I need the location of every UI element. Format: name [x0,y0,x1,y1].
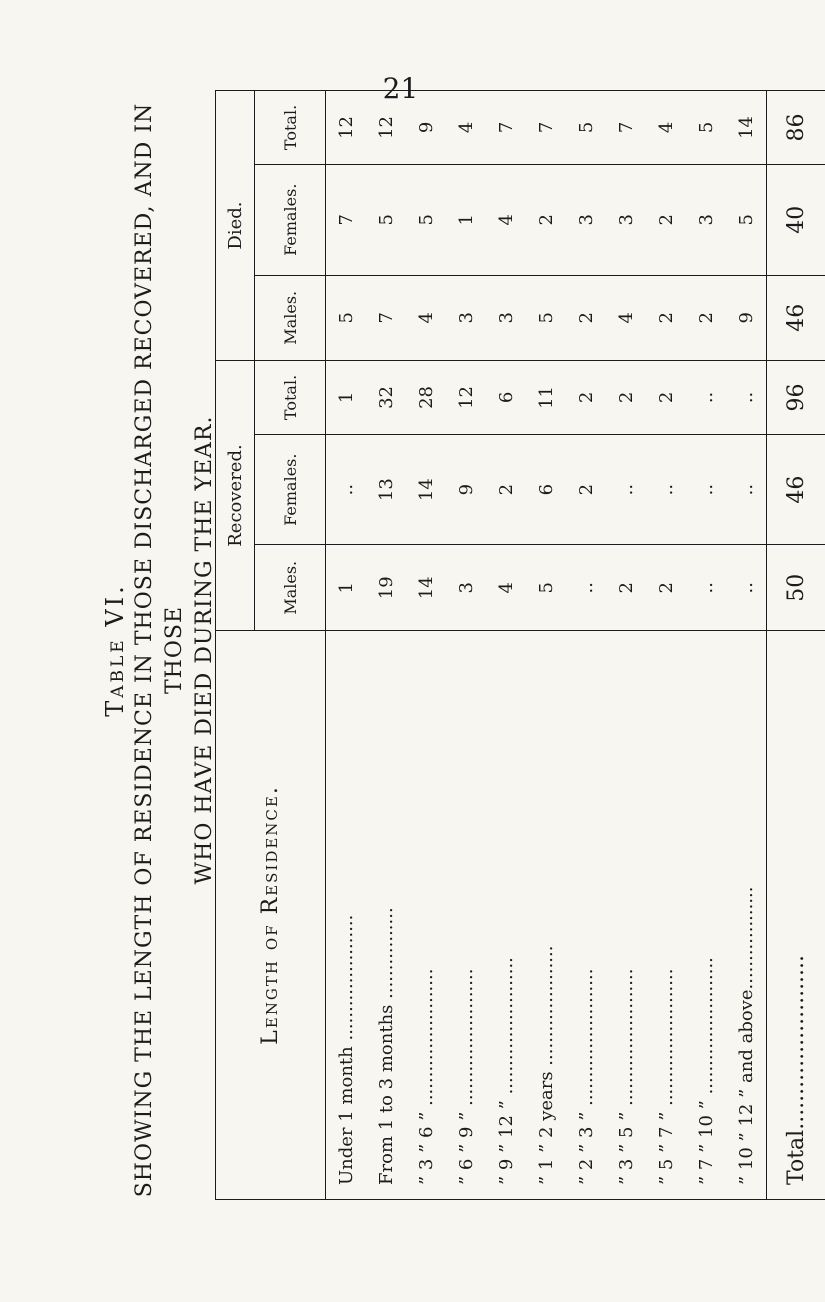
died-males-cell: 3 [486,275,526,361]
row-label: ” 3 ” 5 ” ........................ [606,631,646,1200]
recovered-males-cell: 3 [446,545,486,631]
total-died-total: 86 [767,91,825,165]
recovered-males-cell: 14 [406,545,446,631]
recovered-males-cell: .. [726,545,767,631]
died-total-cell: 12 [326,91,367,165]
recovered-total-cell: 28 [406,361,446,435]
died-females-cell: 5 [726,164,767,275]
table-row [646,91,686,1200]
header-length-of-residence: Length of Residence. [216,631,326,1200]
died-total-cell: 14 [726,91,767,165]
row-label: ” 6 ” 9 ” ........................ [446,631,486,1200]
header-died-females: Females. [255,164,326,275]
died-total-cell: 4 [646,91,686,165]
died-males-cell: 4 [606,275,646,361]
died-males-cell: 2 [646,275,686,361]
died-total-cell: 5 [686,91,726,165]
recovered-males-cell: .. [686,545,726,631]
table-row [486,91,526,1200]
table-caption-line-1: SHOWING THE LENGTH OF RESIDENCE IN THOSE DISCHARGED RECOVERED, AND IN THOSE [132,102,187,1198]
total-recovered-total: 96 [767,361,825,435]
died-males-cell: 2 [566,275,606,361]
died-total-cell: 12 [366,91,406,165]
row-label: From 1 to 3 months ................ [366,631,406,1200]
header-recovered-total: Total. [255,361,326,435]
recovered-females-cell: .. [686,434,726,545]
died-total-cell: 9 [406,91,446,165]
row-label: ” 5 ” 7 ” ........................ [646,631,686,1200]
table-row [326,91,367,1200]
recovered-females-cell: .. [606,434,646,545]
row-label: ” 10 ” 12 ” and above.................. [726,631,767,1200]
recovered-males-cell: 1 [326,545,367,631]
died-males-cell: 3 [446,275,486,361]
died-females-cell: 7 [326,164,367,275]
table-row [406,91,446,1200]
row-label: ” 3 ” 6 ” ........................ [406,631,446,1200]
table-row [566,91,606,1200]
rotated-table-sheet [100,60,809,1240]
died-total-cell: 5 [566,91,606,165]
died-males-cell: 9 [726,275,767,361]
died-males-cell: 2 [686,275,726,361]
recovered-males-cell: 2 [606,545,646,631]
died-total-cell: 7 [486,91,526,165]
header-recovered: Recovered. [216,361,255,631]
page-number: 21 [382,72,419,105]
died-females-cell: 2 [646,164,686,275]
died-males-cell: 5 [326,275,367,361]
died-total-cell: 4 [446,91,486,165]
total-recovered-females: 46 [767,434,825,545]
recovered-total-cell: 32 [366,361,406,435]
died-females-cell: 4 [486,164,526,275]
died-females-cell: 5 [366,164,406,275]
table-row [606,91,646,1200]
recovered-total-cell: 6 [486,361,526,435]
recovered-females-cell: 6 [526,434,566,545]
total-died-males: 46 [767,275,825,361]
row-label: ” 7 ” 10 ” ........................ [686,631,726,1200]
recovered-males-cell: 4 [486,545,526,631]
table-row [366,91,406,1200]
died-total-cell: 7 [526,91,566,165]
died-males-cell: 5 [526,275,566,361]
header-died-total: Total. [255,91,326,165]
total-recovered-males: 50 [767,545,825,631]
died-males-cell: 7 [366,275,406,361]
died-males-cell: 4 [406,275,446,361]
died-total-cell: 7 [606,91,646,165]
recovered-total-cell: 2 [606,361,646,435]
recovered-females-cell: .. [646,434,686,545]
recovered-females-cell: 2 [486,434,526,545]
recovered-total-cell: 2 [566,361,606,435]
table-caption [100,60,220,1240]
row-label: Under 1 month ...................... [326,631,367,1200]
table-row [446,91,486,1200]
header-died: Died. [216,91,255,361]
recovered-total-cell: 1 [326,361,367,435]
died-females-cell: 3 [566,164,606,275]
recovered-females-cell: 2 [566,434,606,545]
header-recovered-males: Males. [255,545,326,631]
died-females-cell: 2 [526,164,566,275]
table-title: Table VI. [101,583,129,717]
header-recovered-females: Females. [255,434,326,545]
recovered-females-cell: 9 [446,434,486,545]
header-died-males: Males. [255,275,326,361]
row-label: ” 2 ” 3 ” ........................ [566,631,606,1200]
total-died-females: 40 [767,164,825,275]
recovered-males-cell: 2 [646,545,686,631]
died-females-cell: 1 [446,164,486,275]
recovered-females-cell: 14 [406,434,446,545]
recovered-males-cell: .. [566,545,606,631]
table-row [726,91,767,1200]
residence-table [215,90,825,1200]
table-row [686,91,726,1200]
recovered-females-cell: .. [326,434,367,545]
total-label: Total......................... [767,631,825,1200]
recovered-total-cell: 12 [446,361,486,435]
recovered-females-cell: 13 [366,434,406,545]
row-label: ” 9 ” 12 ” ........................ [486,631,526,1200]
died-females-cell: 3 [686,164,726,275]
table-caption-line-2: WHO HAVE DIED DURING THE YEAR. [192,415,217,885]
recovered-females-cell: .. [726,434,767,545]
table-row [526,91,566,1200]
total-row [767,91,825,1200]
died-females-cell: 5 [406,164,446,275]
recovered-males-cell: 5 [526,545,566,631]
recovered-total-cell: 11 [526,361,566,435]
recovered-total-cell: .. [686,361,726,435]
recovered-total-cell: 2 [646,361,686,435]
died-females-cell: 3 [606,164,646,275]
recovered-males-cell: 19 [366,545,406,631]
recovered-total-cell: .. [726,361,767,435]
row-label: ” 1 ” 2 years ..................... [526,631,566,1200]
